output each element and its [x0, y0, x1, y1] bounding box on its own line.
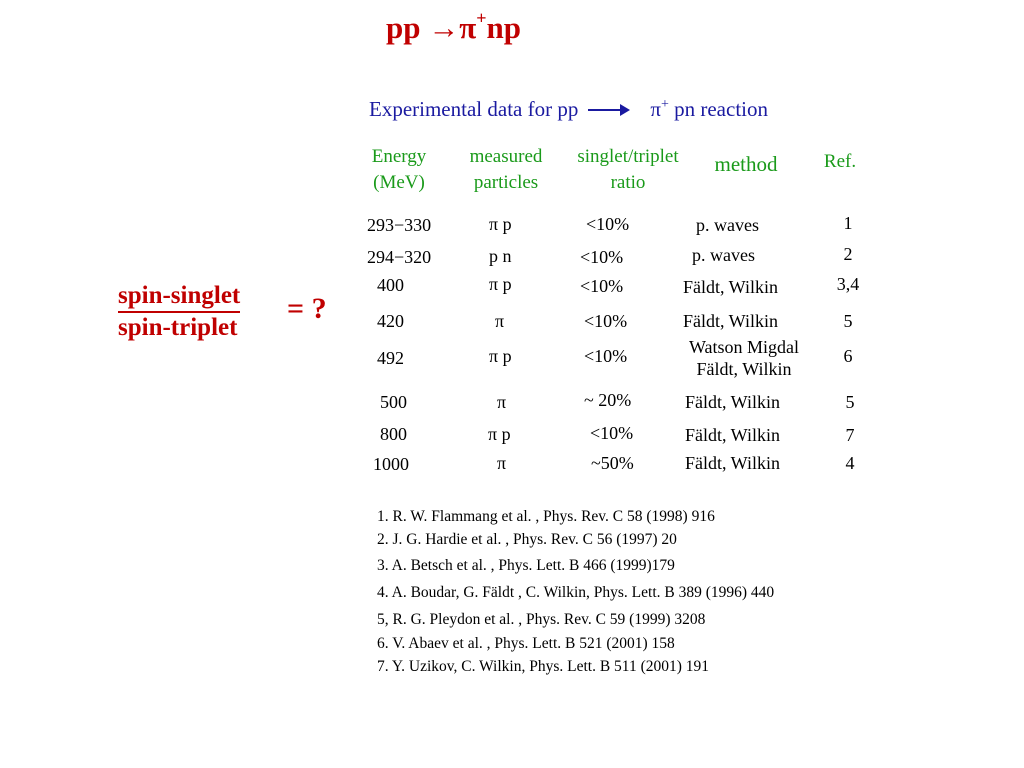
row-2-particles: p n [489, 246, 512, 266]
panel-heading-tail: pn reaction [668, 97, 768, 121]
row-6-energy: 500 [380, 392, 407, 412]
column-header-particles-line2: particles [473, 172, 539, 193]
row-5-method [672, 336, 816, 380]
column-header-ratio [564, 144, 692, 196]
column-header-method: method [714, 152, 778, 176]
row-4-ref: 5 [843, 311, 853, 331]
row-4-energy: 420 [377, 311, 404, 331]
reference-3: 3. A. Betsch et al. , Phys. Lett. B 466 (1999)179 [377, 557, 675, 574]
row-6-ratio: ~ 20% [584, 390, 632, 410]
row-6-particles: π [497, 392, 507, 412]
column-header-ref: Ref. [823, 151, 857, 172]
row-8-method: Fäldt, Wilkin [685, 453, 780, 473]
spin-ratio-fraction [118, 282, 240, 343]
column-header-energy [364, 144, 434, 196]
panel-heading-text: Experimental data for pp [369, 97, 579, 121]
row-5-ref: 6 [843, 346, 853, 366]
row-7-method: Fäldt, Wilkin [685, 425, 780, 445]
row-5-method-line1: Watson Migdal [688, 337, 800, 357]
column-header-energy-line1: Energy [371, 146, 427, 167]
row-5-energy: 492 [377, 348, 404, 368]
equals-question: = ? [287, 292, 327, 325]
fraction-numerator: spin-singlet [118, 282, 240, 313]
row-6-method: Fäldt, Wilkin [685, 392, 780, 412]
reference-6: 6. V. Abaev et al. , Phys. Lett. B 521 (2001) 158 [377, 635, 675, 652]
row-6-ref: 5 [845, 392, 855, 412]
panel-heading [369, 97, 768, 122]
row-5-particles: π p [489, 346, 512, 366]
row-1-energy: 293−330 [367, 215, 432, 235]
title-superscript: + [476, 8, 487, 28]
row-3-ref: 3,4 [836, 274, 860, 294]
row-3-ratio: <10% [580, 276, 624, 296]
row-7-ratio: <10% [590, 423, 634, 443]
title-text: pp →π [386, 10, 477, 45]
row-1-ratio: <10% [586, 214, 630, 234]
row-5-ratio: <10% [584, 346, 628, 366]
row-7-energy: 800 [380, 424, 407, 444]
column-header-particles [458, 144, 554, 196]
row-1-particles: π p [489, 214, 512, 234]
row-8-ratio: ~50% [591, 453, 634, 473]
row-1-ref: 1 [843, 213, 853, 233]
row-8-ref: 4 [845, 453, 855, 473]
row-2-ratio: <10% [580, 247, 624, 267]
panel-heading-result: π [650, 97, 661, 121]
title-tail: np [486, 10, 521, 45]
row-1-method: p. waves [696, 215, 759, 235]
panel-heading-superscript: + [660, 97, 669, 112]
column-header-ratio-line2: ratio [610, 172, 646, 193]
row-4-ratio: <10% [584, 311, 628, 331]
reference-4: 4. A. Boudar, G. Fäldt , C. Wilkin, Phys. Lett. B 389 (1996) 440 [377, 584, 775, 601]
row-3-method: Fäldt, Wilkin [683, 277, 778, 297]
reference-1: 1. R. W. Flammang et al. , Phys. Rev. C 58 (1998) 916 [377, 508, 715, 525]
reference-5: 5, R. G. Pleydon et al. , Phys. Rev. C 59 (1999) 3208 [377, 611, 706, 628]
row-2-method: p. waves [692, 245, 755, 265]
row-5-method-line2: Fäldt, Wilkin [696, 359, 792, 379]
row-4-particles: π [495, 311, 505, 331]
row-7-ref: 7 [845, 425, 855, 445]
row-2-energy: 294−320 [367, 247, 432, 267]
row-4-method: Fäldt, Wilkin [683, 311, 778, 331]
reference-7: 7. Y. Uzikov, C. Wilkin, Phys. Lett. B 511 (2001) 191 [377, 658, 710, 675]
reference-2: 2. J. G. Hardie et al. , Phys. Rev. C 56 (1997) 20 [377, 531, 677, 548]
column-header-energy-line2: (MeV) [373, 172, 425, 193]
right-arrow-icon [588, 109, 628, 111]
row-7-particles: π p [488, 424, 511, 444]
column-header-particles-line1: measured [469, 146, 543, 167]
row-3-particles: π p [489, 274, 512, 294]
fraction-denominator: spin-triplet [118, 314, 238, 341]
row-3-energy: 400 [377, 275, 404, 295]
column-header-ratio-line1: singlet/triplet [577, 146, 679, 167]
slide-title [386, 10, 521, 46]
row-2-ref: 2 [843, 244, 853, 264]
row-8-particles: π [497, 453, 507, 473]
row-8-energy: 1000 [373, 454, 409, 474]
